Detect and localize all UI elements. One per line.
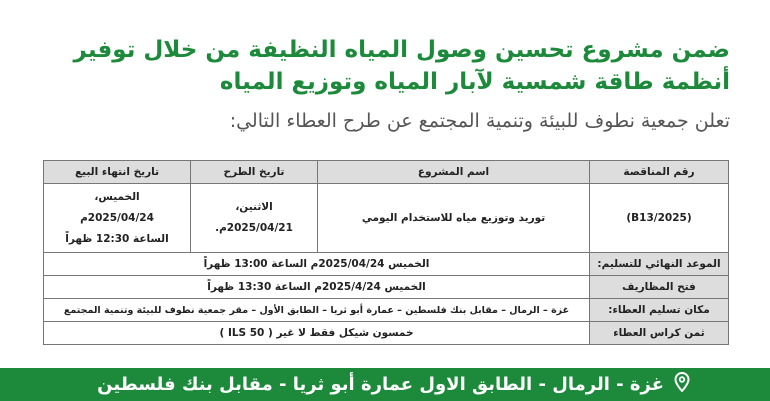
footer-address: غزة - الرمال - الطابق الاول عمارة أبو ثريا - مقابل بنك فلسطين bbox=[97, 374, 664, 395]
deadline-value: الخميس 2025/04/24م الساعة 13:00 ظهراً bbox=[44, 253, 590, 276]
footer-bar bbox=[0, 368, 770, 401]
deadline-label: الموعد النهائي للتسليم: bbox=[590, 253, 729, 276]
opening-label: فتح المظاريف bbox=[590, 276, 729, 299]
header-project: اسم المشروع bbox=[318, 161, 590, 184]
end-day: الخميس، bbox=[94, 190, 140, 203]
header-number: رقم المناقصة bbox=[590, 161, 729, 184]
table-row bbox=[44, 184, 729, 253]
table-row bbox=[44, 322, 729, 345]
end-date-value: 2025/04/24م bbox=[80, 211, 154, 224]
location-label: مكان تسليم العطاء: bbox=[590, 299, 729, 322]
project-name: توريد وتوزيع مياه للاستخدام اليومي bbox=[318, 184, 590, 253]
end-time: الساعة 12:30 ظهراً bbox=[65, 232, 169, 245]
price-label: ثمن كراس العطاء bbox=[590, 322, 729, 345]
location-value: غزة – الرمال – مقابل بنك فلسطين – عمارة أبو ثريا – الطابق الأول – مقر جمعية نطوف للبيئة وتنمية المجتمع bbox=[44, 299, 590, 322]
offer-date bbox=[191, 184, 318, 253]
table-row bbox=[44, 299, 729, 322]
table-header-row bbox=[44, 161, 729, 184]
offer-date-value: 2025/04/21م. bbox=[215, 222, 293, 234]
location-pin-icon bbox=[674, 372, 690, 397]
price-value: خمسون شيكل فقط لا غير ( ILS 50 ) bbox=[44, 322, 590, 345]
end-date bbox=[44, 184, 191, 253]
tender-table bbox=[43, 160, 729, 345]
tender-number: (B13/2025) bbox=[590, 184, 729, 253]
header-offer-date: تاريخ الطرح bbox=[191, 161, 318, 184]
page-title: ضمن مشروع تحسين وصول المياه النظيفة من خلال توفير أنظمة طاقة شمسية لآبار المياه وتوزيع المياه bbox=[73, 37, 730, 95]
opening-value: الخميس 2025/4/24م الساعة 13:30 ظهراً bbox=[44, 276, 590, 299]
table-row bbox=[44, 253, 729, 276]
offer-day: الاثنين، bbox=[235, 201, 273, 213]
table-row bbox=[44, 276, 729, 299]
announcement-subtitle: تعلن جمعية نطوف للبيئة وتنمية المجتمع عن طرح العطاء التالي: bbox=[229, 110, 730, 132]
header-end-date: تاريخ انتهاء البيع bbox=[44, 161, 191, 184]
